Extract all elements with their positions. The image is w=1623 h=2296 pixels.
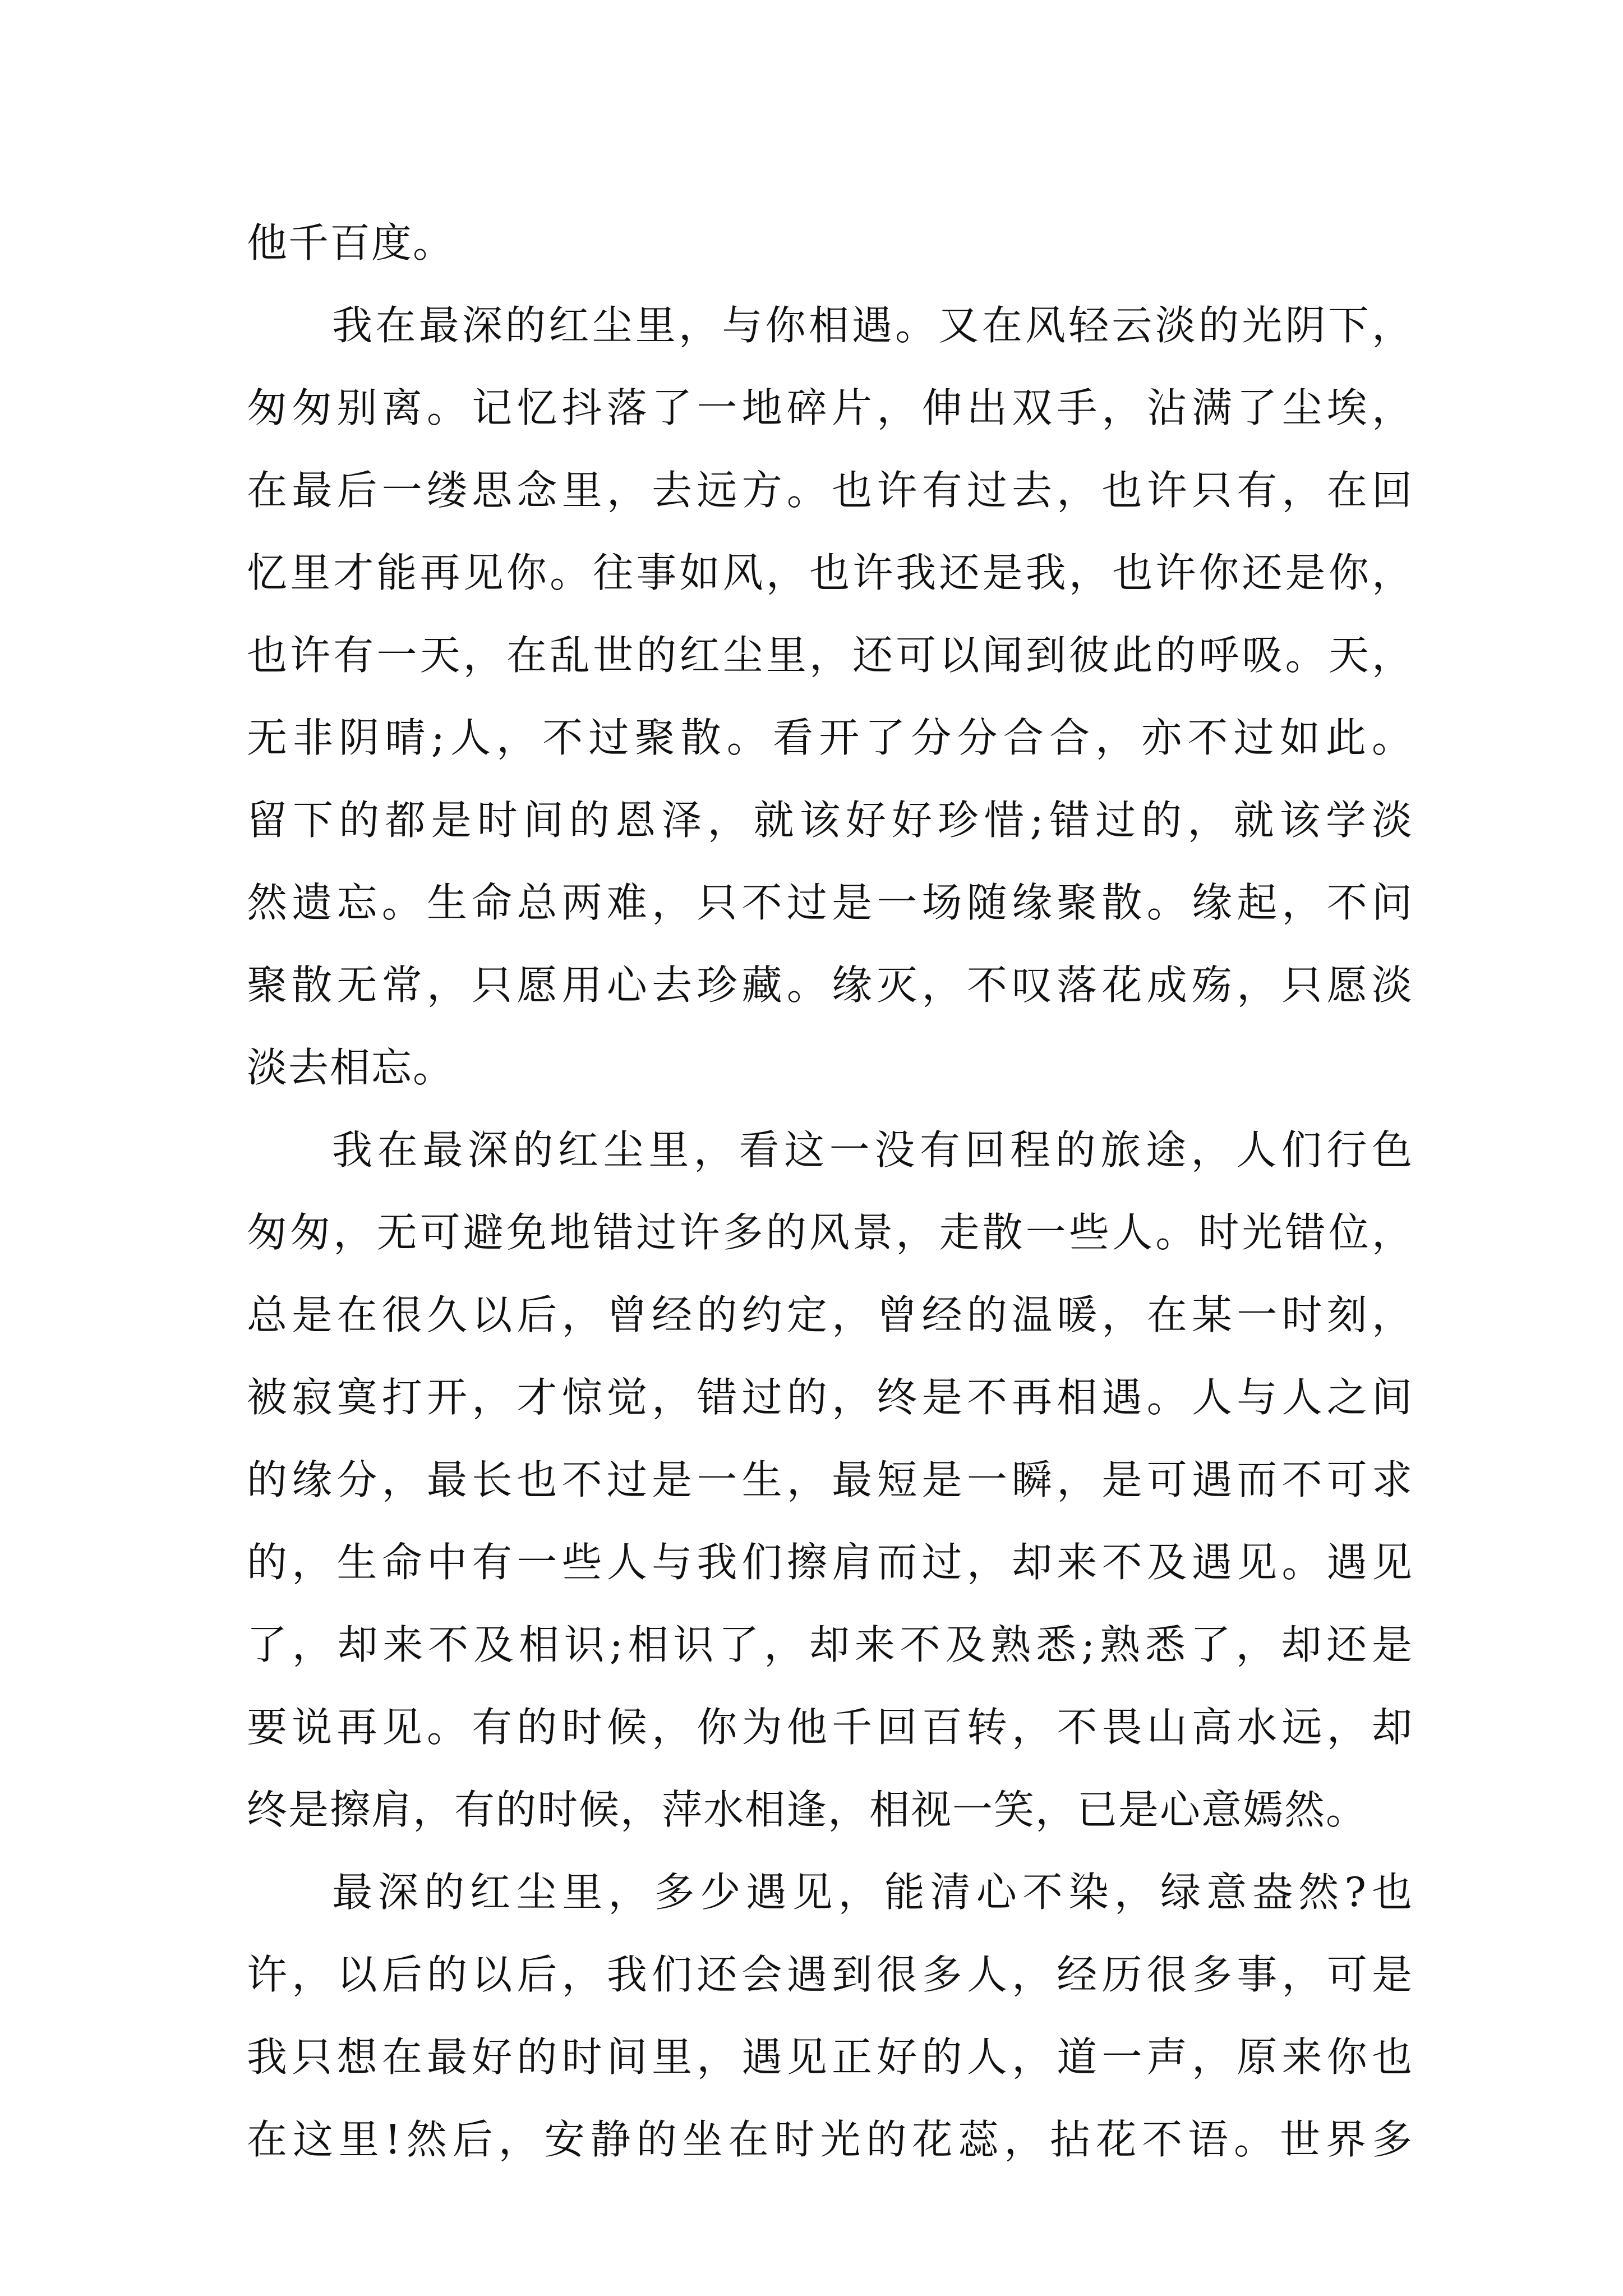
text-line: 无非阴晴;人，不过聚散。看开了分分合合，亦不过如此。 (247, 714, 1413, 761)
text-line: 要说再见。有的时候，你为他千回百转，不畏山高水远，却 (247, 1704, 1413, 1751)
text-line: 最深的红尘里，多少遇见，能清心不染，绿意盎然?也 (332, 1869, 1413, 1916)
text-line: 匆匆，无可避免地错过许多的风景，走散一些人。时光错位， (247, 1209, 1413, 1256)
text-line: 留下的都是时间的恩泽，就该好好珍惜;错过的，就该学淡 (247, 797, 1413, 844)
text-line: 他千百度。 (247, 219, 455, 266)
text-line: 也许有一天，在乱世的红尘里，还可以闻到彼此的呼吸。天， (247, 632, 1413, 679)
text-line: 在最后一缕思念里，去远方。也许有过去，也许只有，在回 (247, 467, 1413, 514)
text-line: 淡去相忘。 (247, 1044, 455, 1091)
text-line: 然遗忘。生命总两难，只不过是一场随缘聚散。缘起，不问 (247, 879, 1413, 926)
text-line: 在这里!然后，安静的坐在时光的花蕊，拈花不语。世界多 (247, 2116, 1413, 2163)
text-line: 匆匆别离。记忆抖落了一地碎片，伸出双手，沾满了尘埃， (247, 384, 1413, 431)
text-line: 被寂寞打开，才惊觉，错过的，终是不再相遇。人与人之间 (247, 1374, 1413, 1421)
text-line: 忆里才能再见你。往事如风，也许我还是我，也许你还是你， (247, 549, 1413, 596)
text-line: 我只想在最好的时间里，遇见正好的人，道一声，原来你也 (247, 2033, 1413, 2081)
text-line: 的，生命中有一些人与我们擦肩而过，却来不及遇见。遇见 (247, 1539, 1413, 1586)
text-line: 许，以后的以后，我们还会遇到很多人，经历很多事，可是 (247, 1951, 1413, 1998)
text-line: 聚散无常，只愿用心去珍藏。缘灭，不叹落花成殇，只愿淡 (247, 961, 1413, 1009)
text-line: 的缘分，最长也不过是一生，最短是一瞬，是可遇而不可求 (247, 1456, 1413, 1503)
text-line: 终是擦肩，有的时候，萍水相逢，相视一笑，已是心意嫣然。 (247, 1786, 1368, 1833)
body-text (247, 202, 1413, 2181)
text-line: 了，却来不及相识;相识了，却来不及熟悉;熟悉了，却还是 (247, 1621, 1413, 1668)
text-line: 总是在很久以后，曾经的约定，曾经的温暖，在某一时刻， (247, 1291, 1413, 1338)
text-line: 我在最深的红尘里，看这一没有回程的旅途，人们行色 (332, 1126, 1413, 1174)
text-line: 我在最深的红尘里，与你相遇。又在风轻云淡的光阴下， (332, 302, 1413, 349)
